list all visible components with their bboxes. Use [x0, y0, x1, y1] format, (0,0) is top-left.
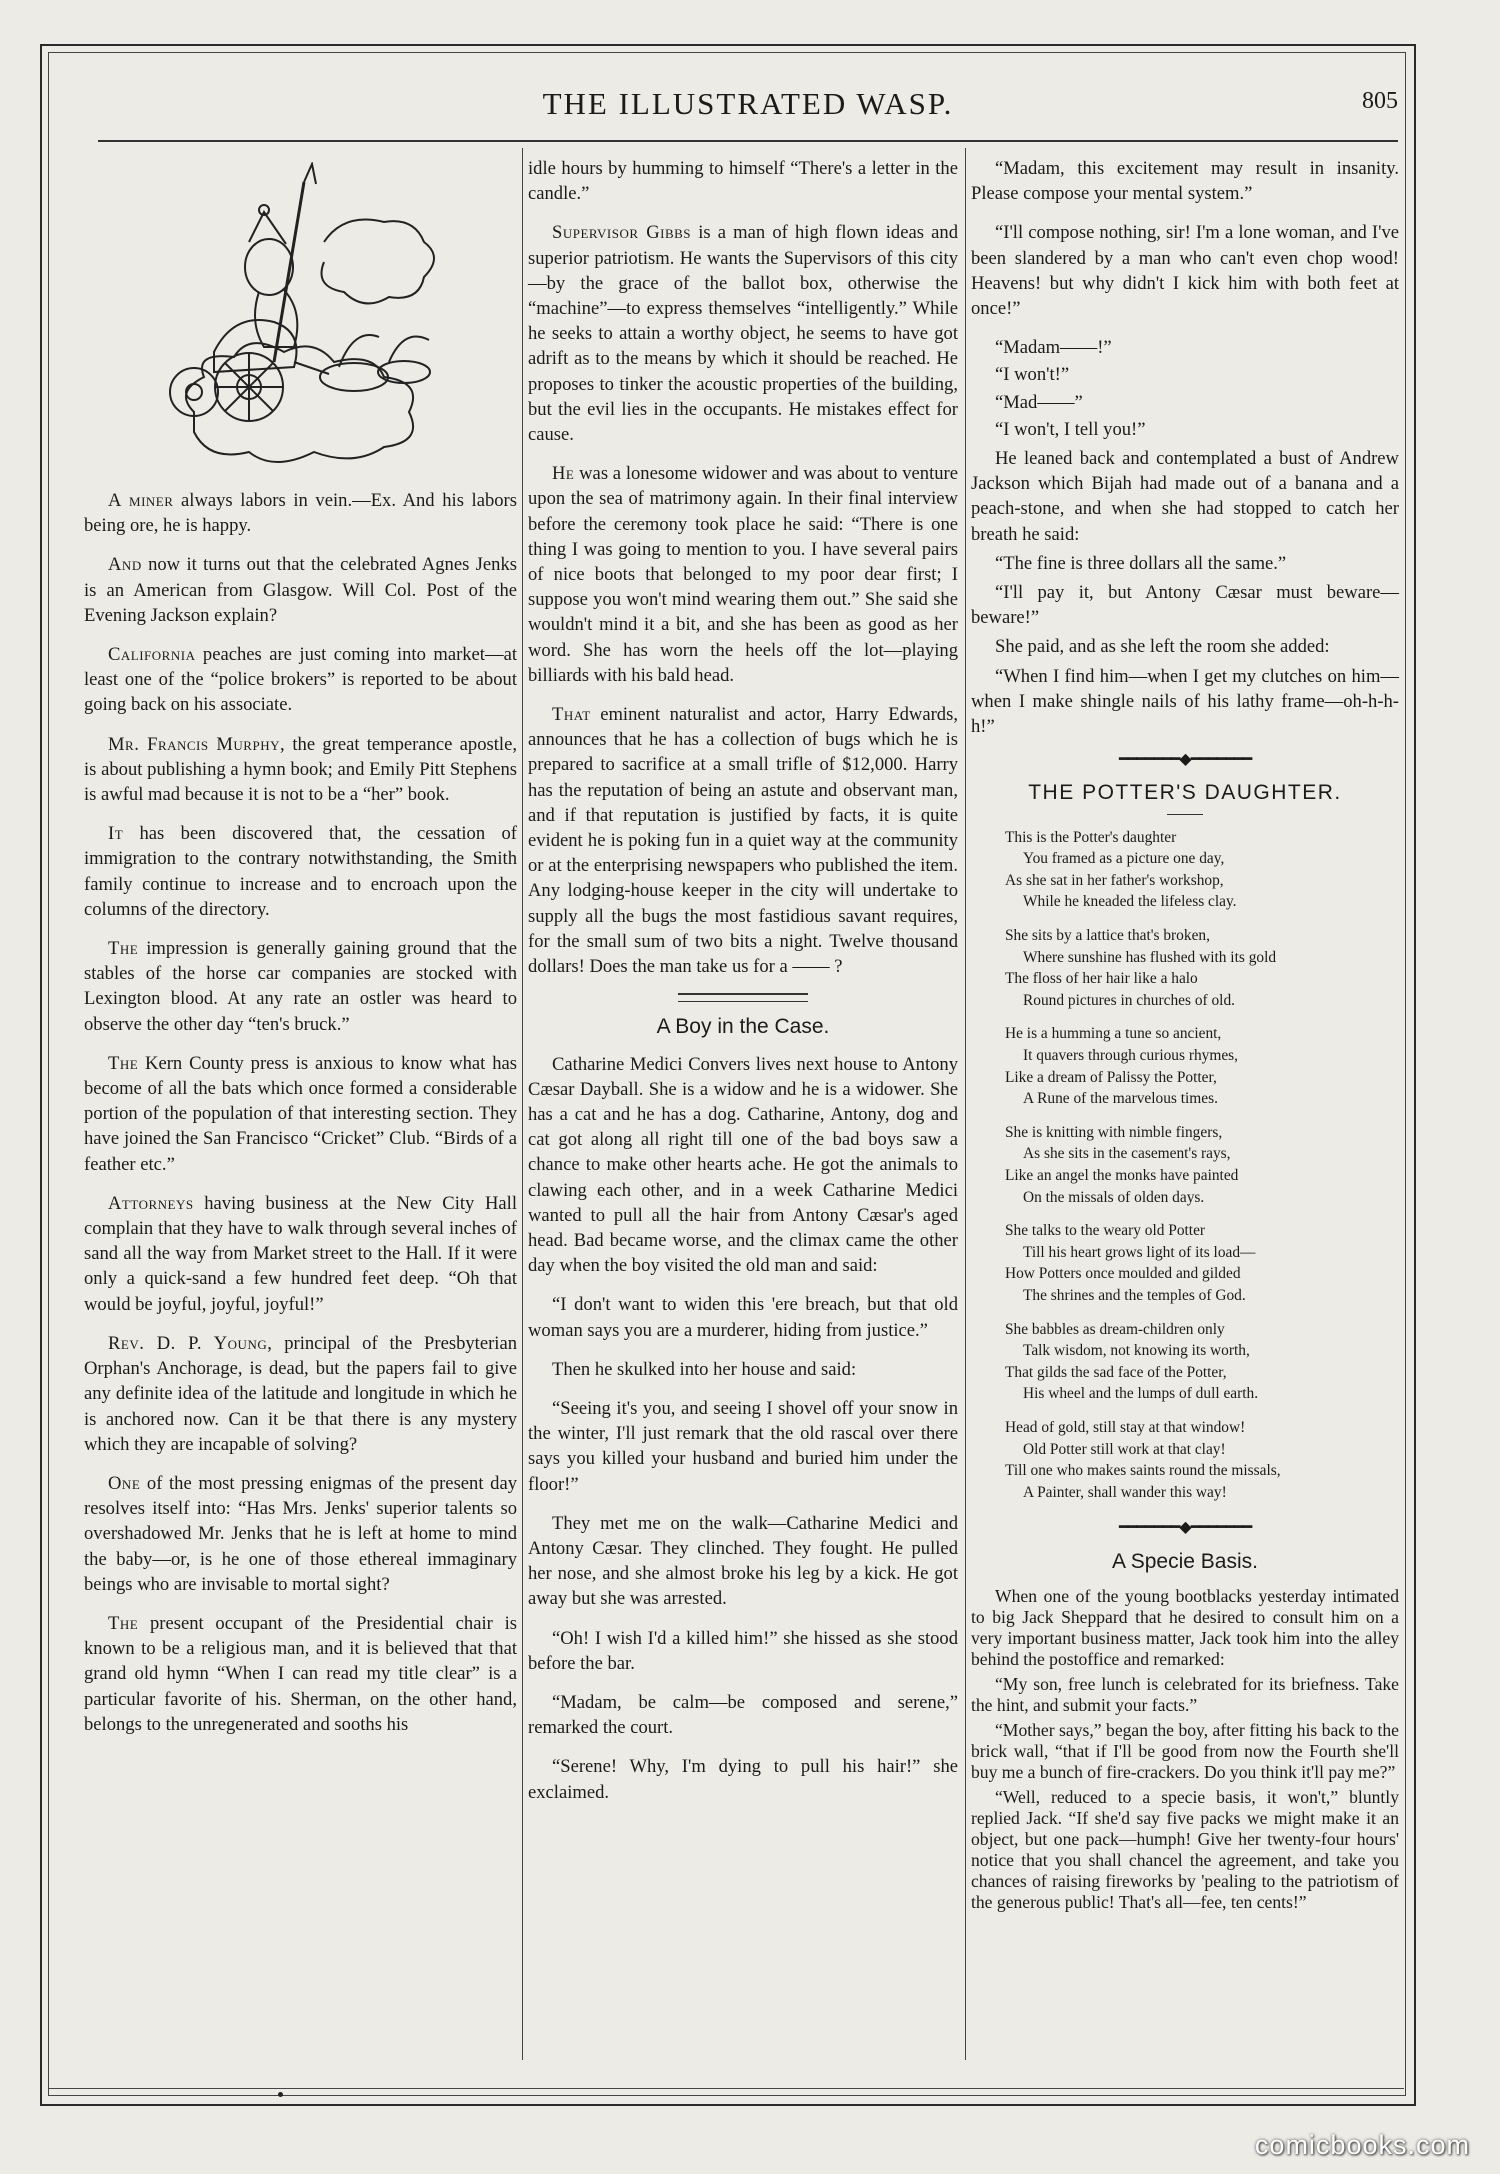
specie-paragraph: “My son, free lunch is celebrated for its briefness. Take the hint, and submit your facts.” [971, 1673, 1399, 1715]
masthead-title: THE ILLUSTRATED WASP. [542, 86, 954, 121]
poem-line: Old Potter still work at that clay! [1023, 1440, 1226, 1458]
boy-paragraph: They met me on the walk—Catharine Medici and Antony Cæsar. They clinched. They fought. He pulled her nose, and she almost broke his leg by a kick. He got away but she was arrested. [528, 1512, 958, 1610]
poem-line: She babbles as dream-children only [1005, 1320, 1225, 1338]
poem-line: Head of gold, still stay at that window! [1005, 1418, 1246, 1436]
col1-item-7: Attorneys having business at the New City Hall complain that they have to walk through several inches of sand all the way from Market street to the Hall. If it were only a quick-sand a few hundred feet deep. “Oh that would be joyful, joyful, joyful!” [84, 1192, 517, 1315]
poem-line: He is a humming a tune so ancient, [1005, 1025, 1222, 1043]
col1-item-9: One of the most pressing enigmas of the present day resolves itself into: “Has Mrs. Jenks' superior talents so overshadowed Mr. Jenks that he is left at home to mind the baby—or, is he one of those ethereal immaginary beings who are invisable to mortal sight? [84, 1472, 517, 1595]
site-watermark: comicbooks.com [1254, 2130, 1470, 2160]
boy-paragraph: “Serene! Why, I'm dying to pull his hair!” she exclaimed. [528, 1756, 958, 1803]
page-number: 805 [1362, 88, 1398, 114]
col1-item-3: Mr. Francis Murphy, the great temperance apostle, is about publishing a hymn book; and Emily Pitt Stephens is awful mad because it is not to be a “her” book. [84, 733, 517, 806]
col2-item-2: He was a lonesome widower and was about to venture upon the sea of matrimony again. In their final interview before the ceremony took place he said: “There is one thing I was going to mention to you. I have several pairs of nice boots that belonged to my poor dear first; I suppose you won't mind wearing them out.” She said she wouldn't mind it a bit, and she has been as good as her word. She has worn the heels off the lot—playing billiards with his bald head. [528, 463, 958, 686]
ornament-divider: ━━━━━━━◆━━━━━━━ [1118, 1519, 1252, 1537]
poem-line: That gilds the sad face of the Potter, [1005, 1363, 1227, 1381]
poem-line: On the missals of olden days. [1023, 1188, 1205, 1206]
poem-stanza [1005, 925, 1399, 1011]
column-3 [971, 156, 1399, 1917]
poem-stanza [1005, 1122, 1399, 1208]
boy-continued-paragraph: She paid, and as she left the room she added: [995, 636, 1330, 658]
poem-line: She sits by a lattice that's broken, [1005, 927, 1210, 945]
poem-line: How Potters once moulded and gilded [1005, 1265, 1241, 1283]
boy-paragraph: “Oh! I wish I'd a killed him!” she hissed as she stood before the bar. [528, 1627, 958, 1674]
col2-item-1: Supervisor Gibbs is a man of high flown ideas and superior patriotism. He wants the Supervisors of this city—by the grace of the ballot box, otherwise the “machine”—to express themselves “intelligently.” While he seeks to attain a worthy object, he seems to have got adrift as to the means by which it should be reached. He proposes to tinker the acoustic properties of the building, but the evil lies in the occupants. He mistakes effect for cause. [528, 222, 958, 446]
boy-article-title: A Boy in the Case. [656, 1015, 830, 1039]
poem-line: While he kneaded the lifeless clay. [1023, 893, 1237, 911]
poem-stanza [1005, 1417, 1399, 1503]
col1-item-10: The present occupant of the Presidential chair is known to be a religious man, and it is believed that that grand old hymn “When I can read my title clear” is a particular favorite of his. Sherman, on the other hand, belongs to the unregenerated and sooths his [84, 1612, 517, 1735]
boy-paragraph: Then he skulked into her house and said: [552, 1358, 857, 1380]
ornament-divider: ━━━━━━━◆━━━━━━━ [1118, 751, 1252, 769]
poem-line: His wheel and the lumps of dull earth. [1023, 1385, 1259, 1403]
poem-line: Where sunshine has flushed with its gold [1023, 948, 1277, 966]
col1-item-1: And now it turns out that the celebrated Agnes Jenks is an American from Glasgow. Will Col. Post of the Evening Jackson explain? [84, 554, 517, 626]
boy-paragraph: “I don't want to widen this 'ere breach, but that old woman says you are a murderer, hiding from justice.” [528, 1294, 958, 1341]
poem-title-rule [1167, 814, 1203, 815]
poem-line: You framed as a picture one day, [1023, 850, 1225, 868]
boy-continued-paragraph: “I'll compose nothing, sir! I'm a lone woman, and I've been slandered by a man who can't even chop wood! Heavens! but why didn't I kick him with both feet at once!” [971, 222, 1399, 320]
boy-paragraph: Catharine Medici Convers lives next house to Antony Cæsar Dayball. She is a widow and he is a widower. She has a cat and he has a dog. Catharine, Antony, dog and cat got along all right till one of the bad boys saw a chance to make other hearts ache. He got the animals to clawing each other, and in a week Catharine Medici wanted to pull all the hair from Antony Cæsar's aged head. Bad became worse, and the climax came the other day when the boy visited the old man and said: [528, 1053, 958, 1277]
boy-continued-paragraph: “Madam, this excitement may result in insanity. Please compose your mental system.” [971, 158, 1399, 205]
poem-line: A Rune of the marvelous times. [1023, 1090, 1218, 1108]
specie-article-title: A Specie Basis. [1112, 1549, 1258, 1573]
poem-line: Till one who makes saints round the missals, [1005, 1462, 1281, 1480]
col2-item-0: idle hours by humming to himself “There's a letter in the candle.” [528, 158, 958, 205]
specie-paragraph: “Well, reduced to a specie basis, it won't,” bluntly replied Jack. “If she'd say five packs we might make it an object, but one pack—humph! Give her twenty-four hours' notice that you shall chancel the agreement, and take you chances of raising fireworks by 'pealing to the patriotism of the generous public! That's all—fee, ten cents!” [971, 1786, 1399, 1912]
col1-item-8: Rev. D. P. Young, principal of the Presbyterian Orphan's Anchorage, is dead, but the papers fail to give any definite idea of the latitude and longitude in which he is anchored now. Can it be that there is any mystery which they are incapable of solving? [84, 1332, 517, 1455]
boy-paragraph: “Madam, be calm—be composed and serene,” remarked the court. [528, 1691, 958, 1739]
specie-paragraph: “Mother says,” began the boy, after fitting his back to the brick wall, “that if I'll be good from now the Fourth she'll buy me a bunch of fire-crackers. Do you think it'll pay me?” [971, 1719, 1399, 1782]
poem-line: As she sat in her father's workshop, [1005, 871, 1224, 889]
column-2 [528, 156, 958, 1819]
col1-item-4: It has been discovered that, the cessation of immigration to the contrary notwithstanding, the Smith family continue to increase and to encroach upon the columns of the directory. [84, 823, 517, 920]
poem-stanza [1005, 827, 1399, 913]
page-header [98, 86, 1398, 136]
poem-body [1005, 827, 1399, 1504]
bottom-rule [48, 2088, 1404, 2089]
poem-line: Talk wisdom, not knowing its worth, [1023, 1342, 1250, 1360]
col1-item-5: The impression is generally gaining ground that the stables of the horse car companies are stocked with Lexington blood. At any rate an ostler was heard to observe the other day “ten's bruck.” [84, 938, 517, 1035]
poem-line: She talks to the weary old Potter [1005, 1222, 1206, 1240]
col1-item-6: The Kern County press is anxious to know what has become of all the bats which once formed a considerable portion of the population of that interesting section. They have joined the San Francisco “Cricket” Club. “Birds of a feather etc.” [84, 1052, 517, 1175]
boy-continued-paragraph: “I won't, I tell you!” [995, 418, 1146, 440]
boy-continued-paragraph: “When I find him—when I get my clutches on him—when I make shingle nails of his lathy frame—oh-h-h-h!” [971, 665, 1399, 738]
boy-continued-paragraph: “Mad——” [995, 391, 1083, 413]
boy-continued-paragraph: He leaned back and contemplated a bust of Andrew Jackson which Bijah had made out of a banana and a peach-stone, and when she had stopped to catch her breath he said: [971, 448, 1399, 545]
boy-paragraph: “Seeing it's you, and seeing I shovel off your snow in the winter, I'll just remark that the old rascal over there says you killed your husband and buried him under the floor!” [528, 1397, 958, 1495]
wasp-chariot-illustration [154, 162, 444, 478]
col1-items [84, 488, 517, 1737]
specie-paragraph: When one of the young bootblacks yesterday intimated to big Jack Sheppard that he desired to consult him on a very important business matter, Jack took him into the alley behind the postoffice and remarked: [971, 1585, 1399, 1669]
boy-continued-paragraph: “I won't!” [995, 364, 1070, 386]
boy-continued-paragraph: “I'll pay it, but Antony Cæsar must beware—beware!” [971, 582, 1399, 629]
specie-body [971, 1586, 1399, 1913]
column-rule-1 [522, 148, 523, 2060]
poem-stanza [1005, 1319, 1399, 1405]
section-divider [678, 993, 808, 1002]
poem-line: The floss of her hair like a halo [1005, 970, 1198, 988]
poem-line: Round pictures in churches of old. [1023, 991, 1236, 1009]
poem-line: A Painter, shall wander this way! [1023, 1483, 1227, 1501]
poem-line: This is the Potter's daughter [1005, 828, 1177, 846]
poem-stanza [1005, 1023, 1399, 1109]
header-rule [98, 140, 1398, 142]
boy-continued-paragraph: “The fine is three dollars all the same.” [995, 552, 1287, 574]
poem-line: It quavers through curious rhymes, [1023, 1047, 1238, 1065]
col2-item-3: That eminent naturalist and actor, Harry Edwards, announces that he has a collection of bugs which he is prepared to sacrifice at a small trifle of $12,000. Harry has the reputation of being an astute and observant man, and if that reputation is justified by facts, it is quite evident he is poking fun in a quiet way at the community or at the enterprising newspapers who published the item. Any lodging-house keeper in the city will undertake to supply all the bugs the most fastidious savant requires, for the small sum of two bits a night. Twelve thousand dollars! Does the man take us for a —— ? [528, 704, 958, 978]
poem-line: The shrines and the temples of God. [1023, 1286, 1246, 1304]
poem-line: Like an angel the monks have painted [1005, 1166, 1239, 1184]
column-1 [84, 156, 517, 1751]
column-rule-2 [965, 148, 966, 2060]
poem-line: She is knitting with nimble fingers, [1005, 1123, 1223, 1141]
poem-line: Like a dream of Palissy the Potter, [1005, 1068, 1217, 1086]
poem-line: As she sits in the casement's rays, [1023, 1145, 1231, 1163]
poem-line: Till his heart grows light of its load— [1023, 1243, 1256, 1261]
print-mark [278, 2092, 283, 2097]
boy-continued-paragraph: “Madam——!” [995, 337, 1112, 359]
col1-item-2: California peaches are just coming into market—at least one of the “police brokers” is reported to be about going back on his associate. [84, 644, 517, 716]
poem-stanza [1005, 1220, 1399, 1306]
col1-item-0: A miner always labors in vein.—Ex. And his labors being ore, he is happy. [84, 490, 517, 537]
poem-title: THE POTTER'S DAUGHTER. [1028, 781, 1342, 805]
